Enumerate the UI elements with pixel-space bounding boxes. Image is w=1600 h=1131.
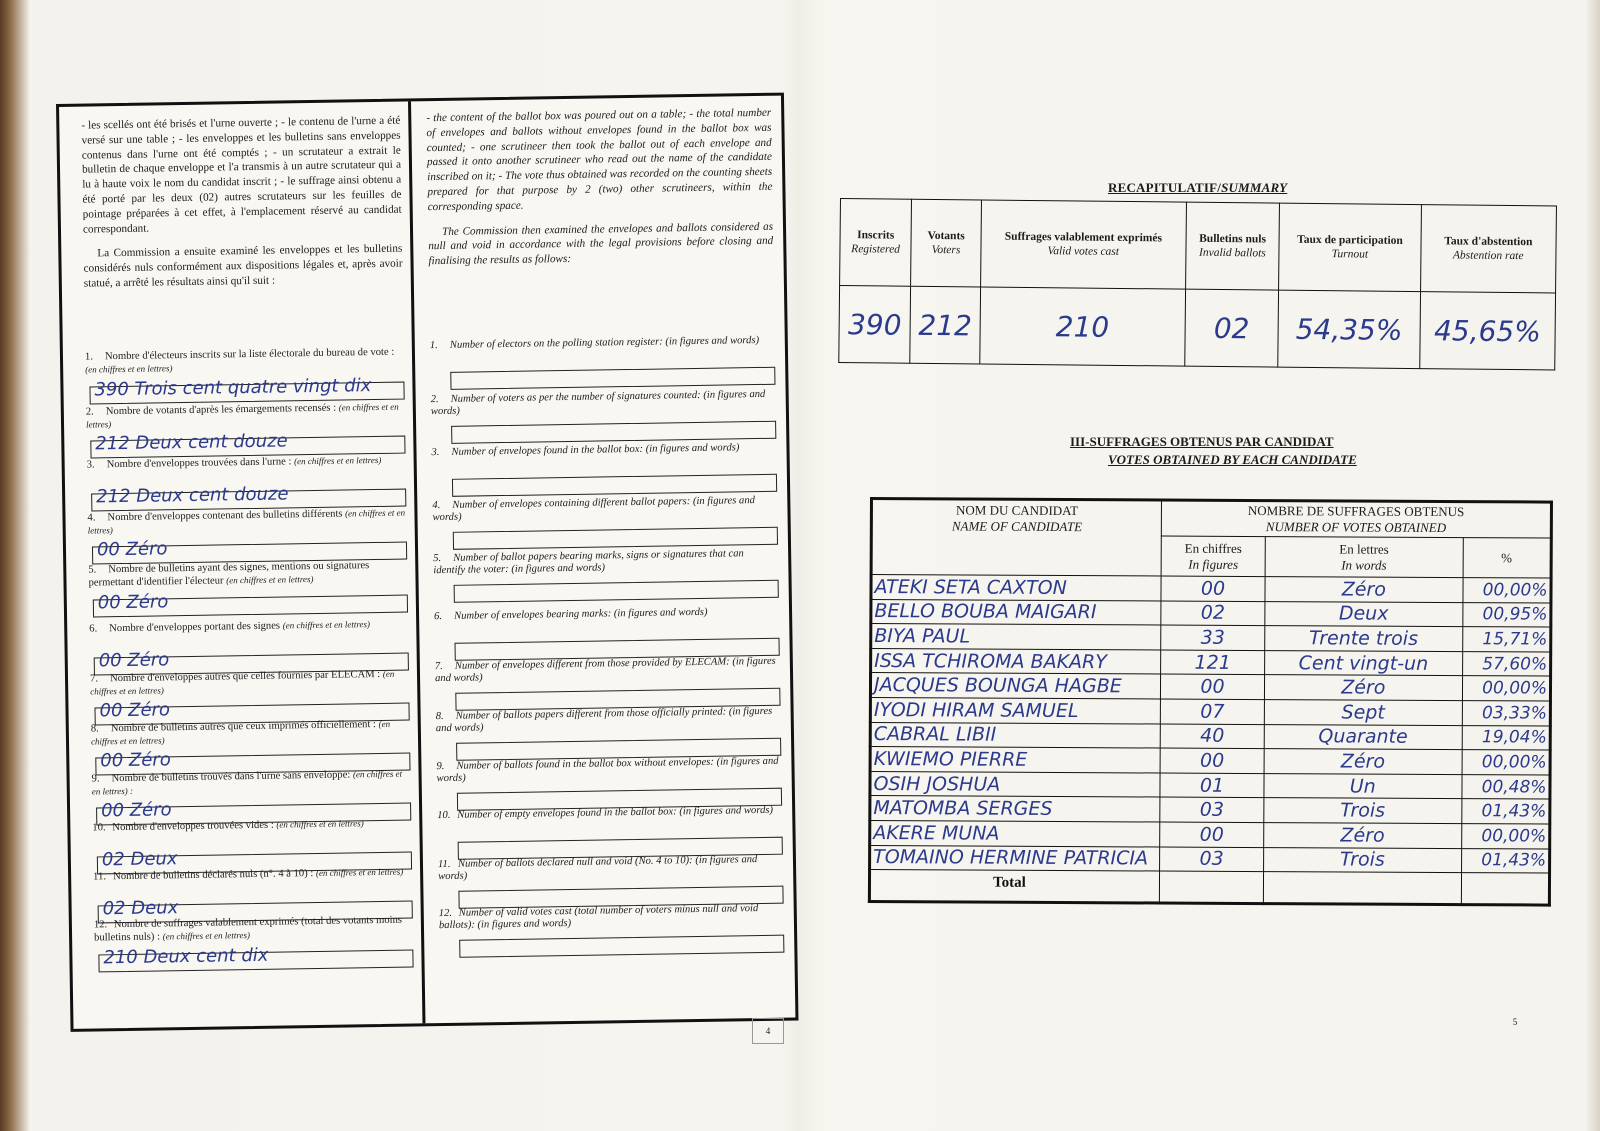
votes-in-words: Trente trois xyxy=(1265,626,1463,652)
votes-in-figures: 00 xyxy=(1161,576,1265,601)
handwritten-answer: 02 Deux xyxy=(101,848,178,871)
question-number: 12. xyxy=(93,919,108,931)
table-row xyxy=(870,722,1550,750)
votes-in-words: Un xyxy=(1264,773,1462,799)
summary-header-fr: Taux de participation xyxy=(1297,233,1403,247)
intro-fr: - les scellés ont été brisés et l'urne ouverte ; - le contenu de l'urne a été versé sur une table ; - les enveloppes et les bulletins sans enveloppes contenus dans l'urne ont été comptés ; - un scrutateur a extrait le bulletin de chaque enveloppe et l'a transmis à un autre scrutateur qui a lu à haute voix le nom du candidat inscrit ; - le suffrage ainsi obtenu a été porté par les deux (02) autres scrutateurs sur les feuilles de pointage préparées à cet effet, à l'emplacement réservé au candidat correspondant. xyxy=(81,114,402,236)
table-row xyxy=(870,845,1550,873)
question-note: (en chiffres et en lettres) xyxy=(85,401,399,430)
question-text: Number of ballots declared null and void (No. 4 to 10): (in figures and words) xyxy=(438,854,758,883)
question-text: Number of ballots papers different from those officially printed: (in figures and words) xyxy=(435,705,773,735)
question-number: 4. xyxy=(87,512,96,524)
votes-in-figures: 01 xyxy=(1160,773,1264,798)
vote-percentage: 00,95% xyxy=(1463,602,1551,627)
vote-percentage: 00,00% xyxy=(1461,824,1549,849)
answer-field-en-4[interactable] xyxy=(453,527,778,550)
question-note: (en chiffres et en lettres) xyxy=(226,574,314,586)
question-number: 11. xyxy=(93,871,107,883)
question-text: Nombre d'électeurs inscrits sur la liste électorale du bureau de vote : xyxy=(104,346,395,363)
question-en-4 xyxy=(432,495,777,524)
left-form-panel xyxy=(56,93,798,1032)
question-en-3 xyxy=(431,442,776,459)
question-text: Number of envelopes bearing marks: (in figures and words) xyxy=(454,606,708,622)
question-fr-1 xyxy=(85,347,404,377)
summary-header-2 xyxy=(911,199,982,287)
candidate-name: CABRAL LIBII xyxy=(870,722,1160,748)
question-en-11 xyxy=(438,854,783,883)
question-note: (en chiffres et en lettres) xyxy=(282,619,371,631)
votes-in-words: Cent vingt-un xyxy=(1264,650,1462,676)
question-fr-8 xyxy=(91,718,410,749)
summary-table xyxy=(838,198,1557,370)
votes-in-figures: 40 xyxy=(1160,724,1264,749)
summary-header-4 xyxy=(1185,202,1279,290)
table-row xyxy=(870,747,1550,775)
handwritten-answer: 00 Zéro xyxy=(98,649,170,672)
votes-in-words: Zéro xyxy=(1264,749,1462,775)
answer-field-en-3[interactable] xyxy=(452,474,777,497)
question-number: 7. xyxy=(434,660,443,673)
question-text: Number of valid votes cast (total number of voters minus null and void ballots): (in figures and words) xyxy=(438,903,759,932)
question-text: Number of envelopes containing different ballot papers: (in figures and words) xyxy=(432,495,755,524)
summary-header-en: Valid votes cast xyxy=(1047,245,1120,258)
handwritten-answer: 00 Zéro xyxy=(97,591,169,614)
question-number: 8. xyxy=(435,710,444,723)
vote-percentage: 00,48% xyxy=(1462,774,1550,799)
vote-percentage: 15,71% xyxy=(1462,627,1550,652)
page-number-left: 4 xyxy=(752,1018,784,1044)
votes-in-words: Quarante xyxy=(1264,724,1462,750)
question-text: Nombre d'enveloppes trouvées vides : xyxy=(112,819,274,834)
table-row xyxy=(871,575,1551,603)
question-number: 1. xyxy=(84,351,94,363)
handwritten-answer: 00 Zéro xyxy=(100,799,172,822)
handwritten-answer: 00 Zéro xyxy=(96,538,168,561)
summary-header-fr: Suffrages valablement exprimés xyxy=(1004,230,1163,245)
votes-in-words: Trois xyxy=(1263,847,1461,873)
question-note: (en chiffres et en lettres) xyxy=(162,930,251,942)
question-en-7 xyxy=(435,656,780,685)
handwritten-answer: 390 Trois cent quatre vingt dix xyxy=(94,375,372,401)
summary-header-en: Abstention rate xyxy=(1452,249,1524,263)
table-row xyxy=(870,771,1550,799)
question-note: (en chiffres et en lettres) : xyxy=(91,768,403,797)
votes-in-words: Zéro xyxy=(1264,675,1462,701)
candidate-name: ATEKI SETA CAXTON xyxy=(871,575,1161,601)
vote-percentage: 01,43% xyxy=(1461,848,1549,873)
candidate-name: IYODI HIRAM SAMUEL xyxy=(870,697,1160,723)
summary-header-fr: Votants xyxy=(927,229,965,243)
candidate-name: MATOMBA SERGES xyxy=(870,796,1160,822)
question-number: 9. xyxy=(436,760,445,773)
handwritten-answer: 212 Deux cent douze xyxy=(95,430,288,455)
votes-in-words: Zéro xyxy=(1264,823,1462,849)
question-text: Number of voters as per the number of signatures counted: (in figures and words) xyxy=(430,388,766,418)
table-row xyxy=(870,796,1550,824)
intro-en: - the content of the ballot box was poured out on a table; - the total number of envelopes and ballots without envelopes found in the ballot box was counted; - one scrutineer then took the ballot out of each envelope and passed it onto another scrutineer who read out the name of the candidate inscribed on it; - The vote thus obtained was recorded on the counting sheets prepared for that purpose by 2 (two) other scrutineers, within the corresponding space. xyxy=(426,106,773,213)
table-row xyxy=(871,599,1551,627)
question-number: 3. xyxy=(86,459,95,471)
vote-percentage: 00,00% xyxy=(1462,676,1550,701)
question-note: (en chiffres et en lettres) xyxy=(85,363,173,375)
question-note: (en chiffres et en lettres) xyxy=(276,818,364,830)
question-text: Nombre de bulletins trouvés dans l'urne sans enveloppe: xyxy=(111,769,351,785)
handwritten-answer: 00 Zéro xyxy=(99,699,171,722)
question-text: Number of envelopes different from those provided by ELECAM: (in figures and words) xyxy=(434,655,776,685)
header-percent: % xyxy=(1463,538,1551,578)
vote-percentage: 00,00% xyxy=(1462,750,1550,775)
votes-in-words: Trois xyxy=(1264,798,1462,824)
header-figures: En chiffres In figures xyxy=(1161,536,1265,576)
question-note: (en chiffres et en lettres) xyxy=(315,866,404,879)
candidate-name: BIYA PAUL xyxy=(871,624,1161,650)
question-number: 2. xyxy=(430,394,439,406)
votes-in-words: Deux xyxy=(1265,601,1463,627)
answer-field-en-12[interactable] xyxy=(459,935,784,958)
question-text: Number of envelopes found in the ballot box: (in figures and words) xyxy=(451,442,740,458)
handwritten-answer: 210 Deux cent dix xyxy=(103,944,269,969)
candidate-name: AKERE MUNA xyxy=(870,820,1160,846)
intro-fr-2: La Commission a ensuite examiné les enveloppes et les bulletins considérés nuls conformément aux dispositions légales et, après avoir statué, a arrêté les résultats ainsi qu'il suit : xyxy=(83,242,403,290)
votes-in-figures: 121 xyxy=(1161,650,1265,675)
candidate-name: KWIEMO PIERRE xyxy=(870,747,1160,773)
question-fr-4 xyxy=(87,507,406,538)
table-row xyxy=(871,648,1551,676)
question-number: 4. xyxy=(432,500,441,512)
answer-field-en-5[interactable] xyxy=(454,580,779,603)
question-text: Nombre d'enveloppes trouvées dans l'urne : xyxy=(106,456,292,471)
question-fr-12 xyxy=(94,914,413,944)
handwritten-answer: 02 Deux xyxy=(102,897,179,920)
votes-in-figures: 00 xyxy=(1160,822,1264,847)
section-subtitle: VOTES OBTAINED BY EACH CANDIDATE xyxy=(1108,452,1357,467)
question-en-8 xyxy=(436,706,781,735)
answer-field-en-2[interactable] xyxy=(451,421,776,444)
question-number: 1. xyxy=(429,340,438,352)
question-number: 7. xyxy=(89,673,99,685)
candidates-table xyxy=(868,497,1553,907)
question-text: Number of electors on the polling station register: (in figures and words) xyxy=(449,334,760,351)
question-number: 5. xyxy=(88,564,97,576)
table-row xyxy=(870,673,1550,701)
question-en-6 xyxy=(434,606,779,623)
question-en-9 xyxy=(436,756,781,785)
question-number: 11. xyxy=(437,858,451,871)
question-fr-7 xyxy=(90,668,409,699)
votes-in-words: Sept xyxy=(1264,700,1462,726)
question-fr-2 xyxy=(86,401,405,432)
candidate-name: JACQUES BOUNGA HAGBE xyxy=(870,673,1160,699)
question-number: 6. xyxy=(89,623,98,635)
question-number: 3. xyxy=(431,447,440,459)
table-row xyxy=(870,820,1550,848)
question-note: (en chiffres et en lettres) xyxy=(90,718,391,747)
summary-header-6 xyxy=(1420,205,1556,293)
vote-percentage: 00,00% xyxy=(1463,578,1551,603)
table-row xyxy=(870,697,1550,725)
summary-header-en: Turnout xyxy=(1331,248,1369,261)
summary-header-fr: Inscrits xyxy=(857,229,895,242)
summary-header-1 xyxy=(840,199,912,287)
question-en-1 xyxy=(430,335,775,352)
header-votes: NOMBRE DE SUFFRAGES OBTENUS NUMBER OF VOTES OBTAINED xyxy=(1162,500,1552,539)
question-number: 9. xyxy=(91,773,100,785)
intro-en-2: The Commission then examined the envelopes and ballots considered as null and void in accordance with the legal provisions before closing and finalising the results as follows: xyxy=(428,220,774,268)
question-number: 2. xyxy=(85,406,94,418)
question-note: (en chiffres et en lettres) xyxy=(87,507,406,536)
header-words: En lettres In words xyxy=(1265,537,1463,578)
question-text: Nombre de bulletins autres que ceux imprimés officiellement : xyxy=(110,719,377,735)
question-text: Nombre de suffrages valablement exprimés (total des votants moins bulletins nuls) : xyxy=(94,914,403,944)
question-text: Nombre de votants d'après les émargements recensés : xyxy=(105,402,337,418)
summary-value-4: 02 xyxy=(1185,289,1279,367)
candidate-name: OSIH JOSHUA xyxy=(870,771,1160,797)
question-en-2 xyxy=(431,389,776,418)
question-text: Nombre de bulletins déclarés nuls (n°. 4 à 10) : xyxy=(113,868,314,883)
vote-percentage: 03,33% xyxy=(1462,701,1550,726)
answer-field-fr-5[interactable] xyxy=(93,591,408,618)
question-number: 8. xyxy=(90,723,99,735)
answer-field-en-1[interactable] xyxy=(450,367,775,390)
summary-value-1: 390 xyxy=(839,286,911,364)
question-fr-9 xyxy=(92,768,411,799)
votes-in-words: Zéro xyxy=(1265,577,1463,603)
handwritten-answer: 00 Zéro xyxy=(100,749,171,772)
question-number: 10. xyxy=(92,822,106,834)
summary-header-fr: Taux d'abstention xyxy=(1444,235,1533,249)
english-column xyxy=(414,96,795,1024)
recap-title: RECAPITULATIF/SUMMARY xyxy=(1108,180,1288,195)
votes-in-figures: 03 xyxy=(1160,797,1264,822)
question-text: Nombre d'enveloppes portant des signes xyxy=(109,620,281,635)
summary-header-en: Invalid ballots xyxy=(1198,246,1266,260)
summary-value-2: 212 xyxy=(910,286,980,364)
summary-header-en: Registered xyxy=(851,243,901,256)
question-fr-6 xyxy=(89,618,408,636)
question-text: Number of ballots found in the ballot box without envelopes: (in figures and words) xyxy=(436,755,779,785)
summary-header-5 xyxy=(1279,203,1421,291)
total-row xyxy=(869,870,1549,906)
candidate-name: TOMAINO HERMINE PATRICIA xyxy=(870,845,1160,871)
candidate-name: BELLO BOUBA MAIGARI xyxy=(871,599,1161,625)
votes-in-figures: 07 xyxy=(1161,699,1265,724)
handwritten-answer: 212 Deux cent douze xyxy=(96,483,289,508)
question-text: Nombre de bulletins ayant des signes, mentions ou signatures permettant d'identifier l'électeur xyxy=(88,560,370,589)
section-title: III-SUFFRAGES OBTENUS PAR CANDIDAT xyxy=(1070,434,1334,449)
question-note: (en chiffres et en lettres) xyxy=(90,668,395,697)
question-text: Number of empty envelopes found in the ballot box: (in figures and words) xyxy=(457,804,774,821)
table-row xyxy=(871,624,1551,652)
votes-in-figures: 00 xyxy=(1160,748,1264,773)
total-label: Total xyxy=(992,874,1026,891)
answer-field-fr-12[interactable] xyxy=(98,944,413,972)
vote-percentage: 01,43% xyxy=(1462,799,1550,824)
votes-in-figures: 02 xyxy=(1161,601,1265,626)
summary-header-en: Voters xyxy=(931,243,961,257)
question-number: 10. xyxy=(437,809,451,822)
candidate-name: ISSA TCHIROMA BAKARY xyxy=(871,648,1161,674)
summary-value-5: 54,35% xyxy=(1278,290,1420,368)
question-text: Number of ballot papers bearing marks, signs or signatures that can identify the voter: (in figures and words) xyxy=(433,548,744,577)
votes-in-figures: 03 xyxy=(1160,847,1264,872)
page-number-right: 5 xyxy=(1512,1017,1518,1027)
vote-percentage: 19,04% xyxy=(1462,725,1550,750)
question-note: (en chiffres et en lettres) xyxy=(293,454,382,467)
question-number: 5. xyxy=(433,553,442,565)
summary-value-6: 45,65% xyxy=(1419,292,1555,370)
question-number: 6. xyxy=(434,611,443,623)
question-number: 12. xyxy=(438,907,453,920)
question-text: Nombre d'enveloppes autres que celles fournies par ELECAM : xyxy=(109,668,381,685)
question-fr-5 xyxy=(88,560,407,590)
summary-value-3: 210 xyxy=(980,287,1186,366)
summary-header-3 xyxy=(980,200,1186,289)
question-en-12 xyxy=(439,903,784,932)
votes-in-figures: 00 xyxy=(1161,674,1265,699)
question-en-5 xyxy=(433,548,778,577)
header-name: NOM DU CANDIDAT NAME OF CANDIDATE xyxy=(871,499,1162,577)
summary-header-fr: Bulletins nuls xyxy=(1199,232,1267,246)
french-column xyxy=(59,101,425,1028)
votes-in-figures: 33 xyxy=(1161,625,1265,650)
question-text: Nombre d'enveloppes contenant des bulletins différents xyxy=(107,508,343,524)
vote-percentage: 57,60% xyxy=(1462,651,1550,676)
